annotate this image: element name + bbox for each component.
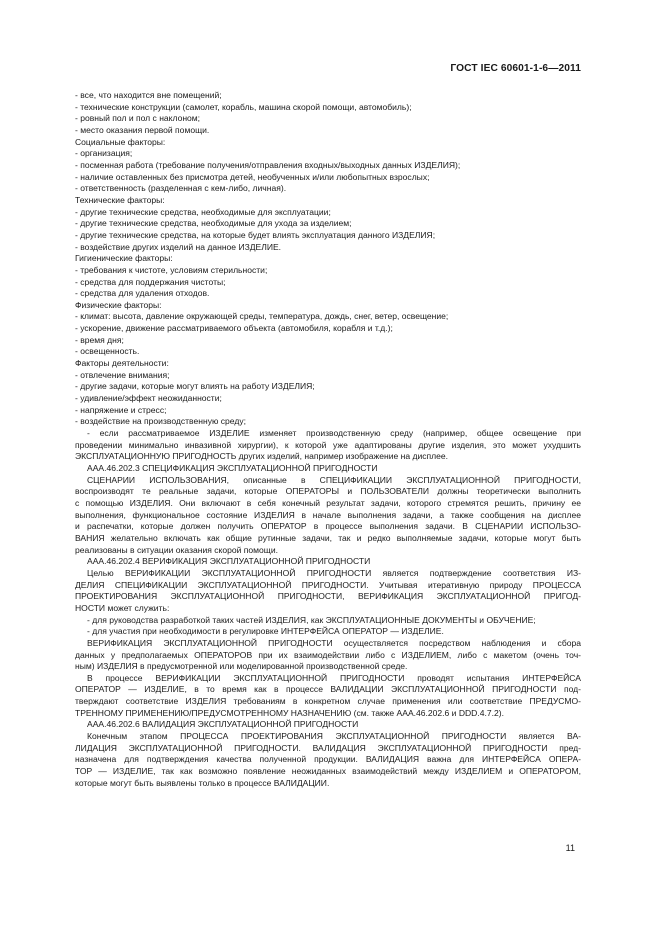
- text-line: - климат: высота, давление окружающей среды, температура, дождь, снег, ветер, освещение;: [75, 311, 449, 322]
- text-line: - посменная работа (требование получения/отправления входных/выходных данных ИЗДЕЛИЯ);: [75, 159, 461, 170]
- text-line: ВЕРИФИКАЦИЯ ЭКСПЛУАТАЦИОННОЙ ПРИГОДНОСТИ осуществляется посредством наблюдения и сбора: [87, 637, 581, 648]
- text-line: - место оказания первой помощи.: [75, 124, 210, 135]
- text-line: Факторы деятельности:: [75, 358, 169, 369]
- text-line: - другие задачи, которые могут влиять на работу ИЗДЕЛИЯ;: [75, 381, 315, 392]
- text-line: ААА.46.202.3 СПЕЦИФИКАЦИЯ ЭКСПЛУАТАЦИОННОЙ ПРИГОДНОСТИ: [87, 463, 378, 473]
- text-line: - ответственность (разделенная с кем-либо, личная).: [75, 183, 287, 194]
- text-line: - для руководства разработкой таких частей ИЗДЕЛИЯ, как ЭКСПЛУАТАЦИОННЫЕ ДОКУМЕНТЫ и ОБУЧЕНИЕ;: [87, 614, 536, 625]
- document-header: ГОСТ IEC 60601-1-6—2011: [450, 63, 581, 74]
- text-line: - время дня;: [75, 334, 124, 345]
- text-line: ЭКСПЛУАТАЦИОННУЮ ПРИГОДНОСТЬ других изделий, например изображение на дисплее.: [75, 451, 448, 462]
- text-line: В процессе ВЕРИФИКАЦИИ ЭКСПЛУАТАЦИОННОЙ ПРИГОДНОСТИ проводят испытания ИНТЕРФЕЙСА: [87, 672, 581, 683]
- text-line: ОПЕРАТОР — ИЗДЕЛИЕ, в то время как в процессе ВАЛИДАЦИИ ЭКСПЛУАТАЦИОННОЙ ПРИГОДНОСТИ под-: [75, 684, 581, 695]
- text-line: воспроизводят те реальные задачи, которые ОПЕРАТОРЫ и ПОЛЬЗОВАТЕЛИ должны теоретически выполнить: [75, 486, 581, 497]
- text-line: НОСТИ может служить:: [75, 602, 170, 613]
- text-line: - воздействие других изделий на данное ИЗДЕЛИЕ.: [75, 241, 282, 252]
- text-line: - средства для удаления отходов.: [75, 288, 210, 299]
- text-line: - удивление/эффект неожиданности;: [75, 393, 222, 404]
- text-line: проведении минимально инвазивной хирургии), к которой уже адаптированы другие изделия, это может ухудшить: [75, 439, 581, 450]
- text-line: с помощью ИЗДЕЛИЯ. Они включают в себя конечный результат задачи, которого стремятся решить, причину ее: [75, 497, 581, 508]
- text-line: ПРОЕКТИРОВАНИЯ ЭКСПЛУАТАЦИОННОЙ ПРИГОДНОСТИ, ВЕРИФИКАЦИЯ ЭКСПЛУАТАЦИОННОЙ ПРИГОД-: [75, 591, 581, 602]
- text-line: Конечным этапом ПРОЦЕССА ПРОЕКТИРОВАНИЯ ЭКСПЛУАТАЦИОННОЙ ПРИГОДНОСТИ является ВА-: [87, 731, 581, 742]
- page-number: 11: [565, 843, 575, 853]
- text-line: ным) ИЗДЕЛИЯ в предусмотренной или моделированной производственной среде.: [75, 661, 408, 672]
- text-line: и распечатки, которые должен получить ОПЕРАТОР в процессе выполнения задачи. В СЦЕНАРИИ ИСПОЛЬЗО-: [75, 521, 581, 532]
- text-line: ДЕЛИЯ СПЕЦИФИКАЦИИ ЭКСПЛУАТАЦИОННОЙ ПРИГОДНОСТИ. Учитывая итеративную природу ПРОЦЕССА: [75, 579, 581, 590]
- text-line: Физические факторы:: [75, 299, 162, 310]
- text-line: - отвлечение внимания;: [75, 369, 170, 380]
- text-line: - другие технические средства, на которые будет влиять эксплуатация данного ИЗДЕЛИЯ;: [75, 229, 436, 240]
- text-line: Социальные факторы:: [75, 136, 166, 147]
- text-line: - организация;: [75, 148, 133, 159]
- text-line: ТРЕННОМУ ПРИМЕНЕНИЮ/ПРЕДУСМОТРЕННОМУ НАЗНАЧЕНИЮ (см. также ААА.46.202.6 и DDD.4.7.2).: [75, 707, 504, 718]
- text-line: - все, что находится вне помещений;: [75, 90, 222, 100]
- text-line: - другие технические средства, необходимые для эксплуатации;: [75, 206, 331, 217]
- text-line: ТОР — ИЗДЕЛИЕ, так как возможно появление неожиданных взаимодействий между ИЗДЕЛИЕМ и ОПЕРАТОРОМ,: [75, 766, 581, 777]
- text-line: - напряжение и стресс;: [75, 404, 167, 415]
- text-line: назначена для подтверждения качества полученной продукции. ВАЛИДАЦИЯ важна для ИНТЕРФЕЙСА ОПЕРА-: [75, 754, 581, 765]
- text-line: - ровный пол и пол с наклоном;: [75, 113, 201, 124]
- text-line: ААА.46.202.6 ВАЛИДАЦИЯ ЭКСПЛУАТАЦИОННОЙ ПРИГОДНОСТИ: [87, 719, 359, 730]
- text-line: - освещенность.: [75, 346, 140, 357]
- document-body: [75, 90, 581, 789]
- text-line: - для участия при необходимости в регулировке ИНТЕРФЕЙСА ОПЕРАТОР — ИЗДЕЛИЕ.: [87, 626, 444, 637]
- text-line: ВАНИЯ желательно включать как общие рутинные задачи, так и редко выполняемые задачи, которые могут быть: [75, 532, 581, 543]
- text-line: - требования к чистоте, условиям стерильности;: [75, 264, 268, 275]
- text-line: - средства для поддержания чистоты;: [75, 276, 226, 287]
- text-line: ЛИДАЦИЯ ЭКСПЛУАТАЦИОННОЙ ПРИГОДНОСТИ. ВАЛИДАЦИЯ ЭКСПЛУАТАЦИОННОЙ ПРИГОДНОСТИ пред-: [75, 742, 581, 753]
- text-line: ААА.46.202.4 ВЕРИФИКАЦИЯ ЭКСПЛУАТАЦИОННОЙ ПРИГОДНОСТИ: [87, 556, 371, 567]
- text-line: Целью ВЕРИФИКАЦИИ ЭКСПЛУАТАЦИОННОЙ ПРИГОДНОСТИ является подтверждение соответствия ИЗ-: [87, 567, 581, 578]
- text-line: - ускорение, движение рассматриваемого объекта (автомобиля, корабля и т.д.);: [75, 323, 393, 334]
- text-line: данных у предполагаемых ОПЕРАТОРОВ при их взаимодействии либо с ИЗДЕЛИЕМ, либо с макетом (очень точ-: [75, 649, 581, 660]
- text-line: тверждают соответствие ИЗДЕЛИЯ требованиям в конкретном случае применения или соответствие ПРЕДУСМО-: [75, 696, 581, 707]
- text-line: реализованы в ситуации оказания скорой помощи.: [75, 544, 278, 555]
- text-line: - технические конструкции (самолет, корабль, машина скорой помощи, автомобиль);: [75, 101, 412, 112]
- text-line: выполнения, функциональное состояние ИЗДЕЛИЯ в начале выполнения задачи, а также сообщения на дисплее: [75, 509, 581, 520]
- text-line: - другие технические средства, необходимые для ухода за изделием;: [75, 218, 352, 229]
- text-line: Гигиенические факторы:: [75, 253, 173, 264]
- text-line: - если рассматриваемое ИЗДЕЛИЕ изменяет производственную среду (например, общее освещение при: [87, 428, 581, 439]
- text-line: которые могут быть выявлены только в процессе ВАЛИДАЦИИ.: [75, 777, 330, 788]
- text-line: - наличие оставленных без присмотра детей, необученных и/или любопытных взрослых;: [75, 171, 430, 182]
- text-line: Технические факторы:: [75, 194, 165, 205]
- text-line: СЦЕНАРИИ ИСПОЛЬЗОВАНИЯ, описанные в СПЕЦИФИКАЦИИ ЭКСПЛУАТАЦИОННОЙ ПРИГОДНОСТИ,: [87, 474, 581, 485]
- text-line: - воздействие на производственную среду;: [75, 416, 246, 427]
